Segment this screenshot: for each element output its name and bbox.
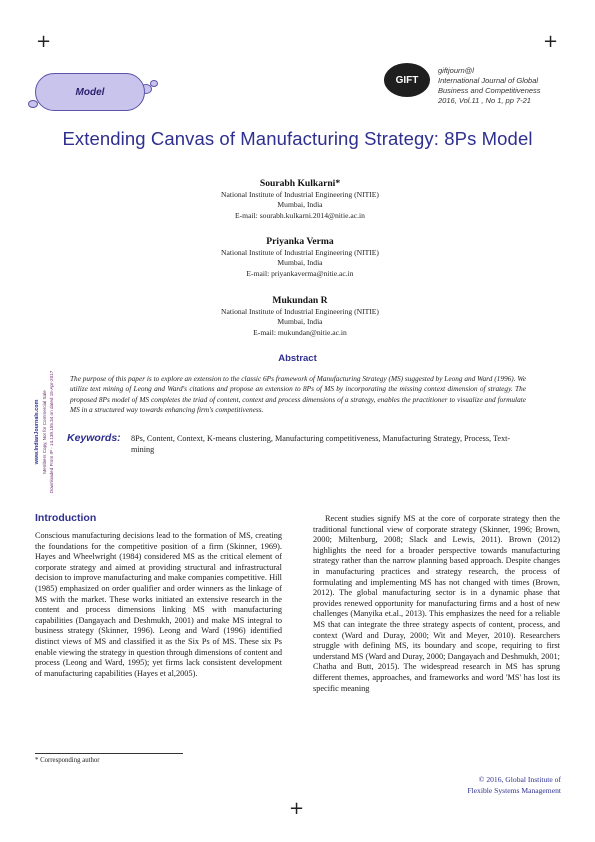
author-block xyxy=(150,294,450,338)
author-city: Mumbai, India xyxy=(277,317,323,327)
author-affiliation: National Institute of Industrial Engineering (NITIE) xyxy=(221,307,379,316)
introduction-column-right: Recent studies signify MS at the core of corporate strategy then the traditional functional view of corporate strategy (Skinner, 1996; Brown, 2000; Miltenburg, 2008; Slack and Lewis, 2011). Brown (2012) highlights the need for a broader perspective towards manufacturing strategy rather than the narrow planning based approach. Despite changes in manufacturing practices and strategy research, the process of formulating and implementing MS has not changed with times (Brown, 2012). The global manufacturing sector is in a dynamic phase that provides renewed opportunity for manufacturing firms and a host of new challenges (Manyika et.al., 2013). This emphasizes the need for a reliable MS that can integrate the three strategy aspects of content, process, and context (Ward and Duray, 2000; Wit and Meyer, 2010). Researchers struggle with defining MS, its boundary and scope, requiring to first understand MS (Ward and Duray, 2000; Dangayach and Deshmukh, 2001; Chatha and Butt, 2015). The widespread research in MS has sprung different themes, approaches, and frameworks and word 'MS' has lost its specific meaning xyxy=(313,514,560,693)
keywords-label: Keywords: xyxy=(67,432,121,444)
author-email: E-mail: mukundan@nitie.ac.in xyxy=(253,327,347,337)
author-email: E-mail: priyankaverma@nitie.ac.in xyxy=(246,268,354,278)
author-block xyxy=(150,177,450,221)
model-badge-label: Model xyxy=(75,86,105,98)
introduction-heading: Introduction xyxy=(35,512,97,524)
copyright-line2: Flexible Systems Management xyxy=(467,785,561,795)
author-affiliation: National Institute of Industrial Engineering (NITIE) xyxy=(221,248,379,257)
keywords-text: 8Ps, Content, Context, K-means clustering, Manufacturing competitiveness, Manufacturing Strategy, Process, Text-mining xyxy=(131,434,511,454)
footnote-divider xyxy=(35,753,183,754)
author-city: Mumbai, India xyxy=(277,200,323,210)
crop-mark-top-left: + xyxy=(36,31,52,52)
journal-brand: giftjourn@l xyxy=(438,66,474,75)
author-name: Priyanka Verma xyxy=(266,236,334,247)
author-name: Sourabh Kulkarni* xyxy=(259,178,341,189)
author-block xyxy=(150,235,450,279)
crop-mark-top-right: + xyxy=(543,31,559,52)
journal-logo-text: GIFT xyxy=(395,74,419,86)
abstract-text: The purpose of this paper is to explore an extension to the classic 6Ps framework of Manufacturing Strategy (MS) suggested by Leong and Ward (1996). We utilize text mining of Leong and Ward's citations and propose an extension to 8Ps of MS by incorporating the missing context dimension of strategy. The proposed 8Ps model of MS completes the triad of content, context and process dimensions of a strategy, enables the practitioner to visualize and formulate MS in a structured way towards enhancing firm's competitiveness. xyxy=(70,374,526,415)
journal-name-line1: International Journal of Global xyxy=(438,76,539,85)
introduction-column-left: Conscious manufacturing decisions lead to the formation of MS, creating the foundations for the competitive position of a firm (Skinner, 1969). Hayes and Wheelwright (1984) considered MS as the critical element of corporate strategy and aimed at providing structural and infrastructural decision to improve manufacturing and make companies competitive. Hill (1985) emphasized on order qualifier and order winners as the linkage of MS with the market. These works initiated an extensive research in the content and process dimensions linking MS with manufacturing capabilities (Dangayach and Deshmukh, 2001) and make MS integral to business strategy (Skinner, 1996). Leong and Ward (1996) identified distinct views of MS and classified it as the Six Ps of MS. These six Ps enable viewing the strategy in question through dimensions of content and process (Leong and Ward, 1995); yet firms lack consistent development of manufacturing capabilities (Hayes et al,2005). xyxy=(35,531,283,678)
watermark-note: Members Copy, Not for Commercial Sale xyxy=(42,390,47,474)
abstract-heading: Abstract xyxy=(278,353,317,364)
author-city: Mumbai, India xyxy=(277,258,323,268)
watermark-download: Downloaded From IP - 14.139.155.34 on dated 15-Apr-2017 xyxy=(49,370,54,494)
model-badge xyxy=(35,73,145,111)
copyright-line1: © 2016, Global Institute of xyxy=(478,775,561,784)
author-affiliation: National Institute of Industrial Engineering (NITIE) xyxy=(221,190,379,199)
journal-logo xyxy=(384,63,430,97)
crop-mark-bottom: + xyxy=(289,798,305,819)
journal-name-line2: Business and Competitiveness xyxy=(438,86,541,95)
journal-info xyxy=(438,66,588,106)
paper-title: Extending Canvas of Manufacturing Strategy: 8Ps Model xyxy=(62,128,533,149)
journal-issue: 2016, Vol.11 , No 1, pp 7-21 xyxy=(438,96,531,105)
badge-bubble xyxy=(150,80,158,87)
watermark-url: www.IndianJournals.com xyxy=(34,399,40,465)
footnote: * Corresponding author xyxy=(35,757,100,764)
copyright xyxy=(443,775,561,796)
author-email: E-mail: sourabh.kulkarni.2014@nitie.ac.in xyxy=(235,210,365,220)
author-name: Mukundan R xyxy=(272,295,328,306)
